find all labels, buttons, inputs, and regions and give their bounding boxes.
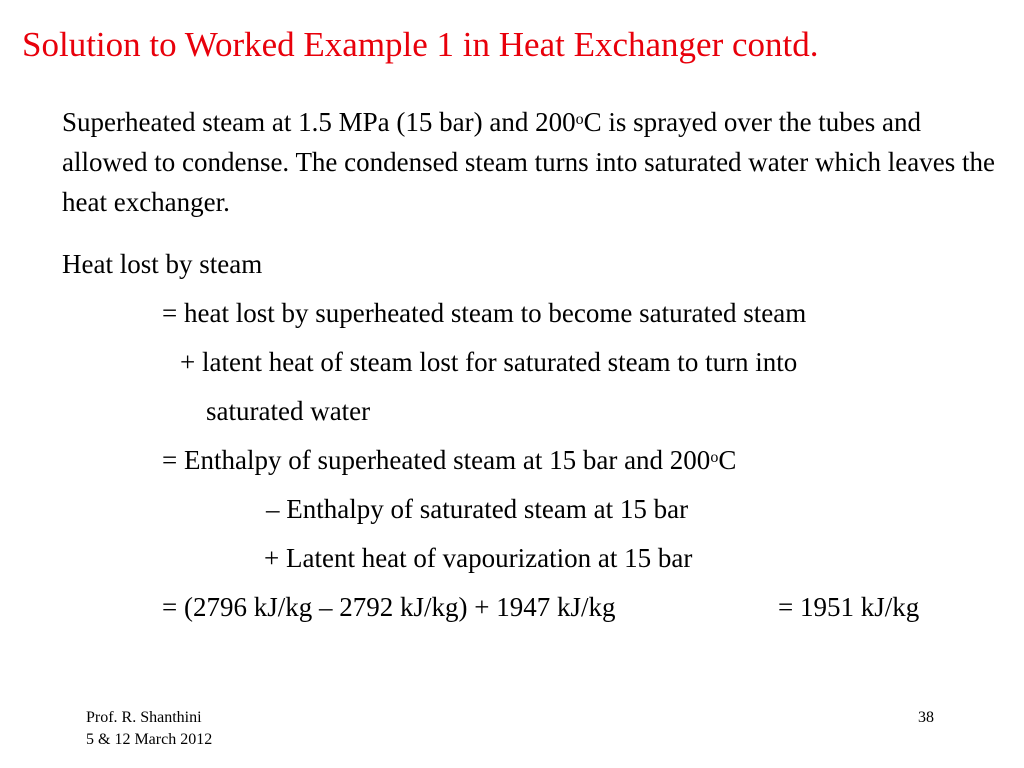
equation-line-5: – Enthalpy of saturated steam at 15 bar bbox=[266, 494, 689, 524]
footer-author: Prof. R. Shanthini bbox=[86, 709, 202, 726]
equation-line-6: + Latent heat of vapourization at 15 bar bbox=[264, 543, 693, 573]
equation-line-7-part1: = (2796 kJ/kg – 2792 kJ/kg) + 1947 kJ/kg bbox=[162, 592, 616, 622]
intro-text-part2: C is sprayed over the tubes and allowed to condense. The condensed steam turns into saturated water which leaves the heat exchanger. bbox=[62, 107, 995, 217]
slide-title: Solution to Worked Example 1 in Heat Exchanger contd. bbox=[22, 25, 819, 64]
equation-line-4-part1: = Enthalpy of superheated steam at 15 bar and 200 bbox=[162, 445, 711, 475]
equation-line-2: + latent heat of steam lost for saturated steam to turn into bbox=[180, 347, 798, 377]
equation-line-4-part2: C bbox=[718, 445, 737, 475]
page-number: 38 bbox=[918, 709, 934, 726]
equation-line-7-result: = 1951 kJ/kg bbox=[778, 592, 920, 622]
footer-date: 5 & 12 March 2012 bbox=[86, 731, 213, 748]
heat-lost-heading: Heat lost by steam bbox=[62, 249, 263, 279]
degree-superscript: o bbox=[575, 111, 584, 128]
degree-superscript: o bbox=[710, 449, 719, 466]
intro-paragraph bbox=[62, 102, 1002, 222]
equation-line-4 bbox=[162, 442, 736, 478]
equation-line-3: saturated water bbox=[206, 396, 371, 426]
footer-credits bbox=[86, 707, 212, 751]
equation-line-1: = heat lost by superheated steam to become saturated steam bbox=[162, 298, 807, 328]
intro-text-part1: Superheated steam at 1.5 MPa (15 bar) and 200 bbox=[62, 107, 576, 137]
